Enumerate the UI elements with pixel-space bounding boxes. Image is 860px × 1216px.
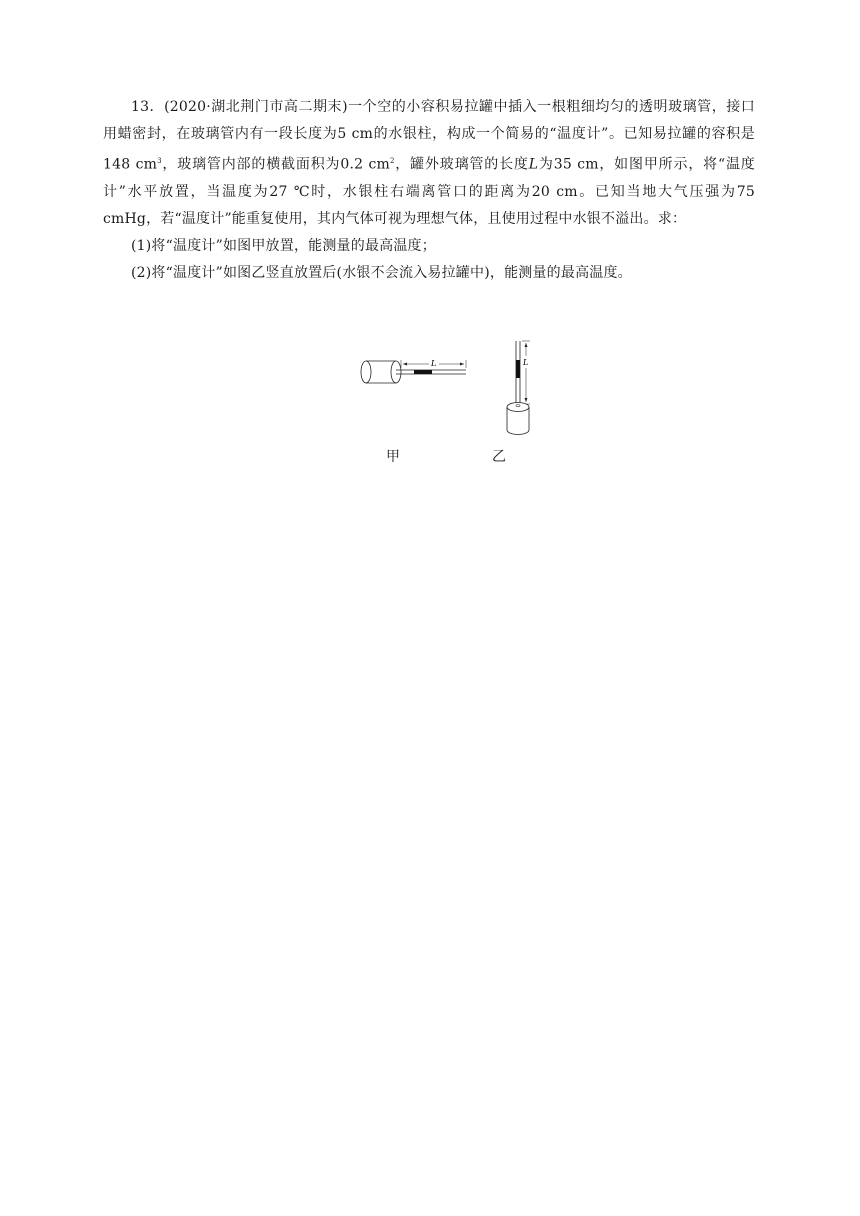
- problem-text-length: ，罐外玻璃管的长度: [394, 156, 529, 173]
- problem-text-area: ，玻璃管内部的横截面积为0.2 cm: [161, 156, 391, 173]
- figure-jia-label: 甲: [386, 449, 400, 465]
- figures: [340, 338, 540, 468]
- area-unit-exponent: 2: [390, 157, 395, 165]
- problem-13: [103, 94, 755, 287]
- problem-source: (2020·湖北荆门市高二期末): [164, 99, 348, 115]
- problem-number: 13．: [131, 99, 165, 115]
- figure-yi-dimension-label: L: [523, 358, 529, 367]
- question-1: (1)将“温度计”如图甲放置，能测量的最高温度；: [131, 237, 436, 254]
- problem-stem: [103, 94, 755, 233]
- problem-intro-text: 一个空的小容积易拉罐中插入一根粗细均匀的透明玻璃管，接口用蜡密封，在玻璃管内有一段长度为5 cm的水银柱，构成一个简易的“温度计”。已知易拉罐的容积是148 cm: [103, 99, 755, 173]
- figure-yi-diagram: [490, 338, 550, 438]
- problem-text-conditions: 为35 cm，如图甲所示，将“温度计”水平放置，当温度为27 ℃时，水银柱右端离管口的距离为20 cm。已知当地大气压强为75 cmHg，若“温度计”能重复使用，其内气体可视为理想气体，且使用过程中水银不溢出。求：: [103, 156, 755, 227]
- figure-jia-dimension-label: L: [431, 359, 437, 368]
- length-symbol: L: [528, 156, 539, 173]
- figure-jia-diagram: [356, 338, 476, 398]
- figure-yi-label: 乙: [492, 449, 506, 465]
- volume-unit-exponent: 3: [157, 157, 162, 165]
- question-2: (2)将“温度计”如图乙竖直放置后(水银不会流入易拉罐中)，能测量的最高温度。: [131, 264, 632, 281]
